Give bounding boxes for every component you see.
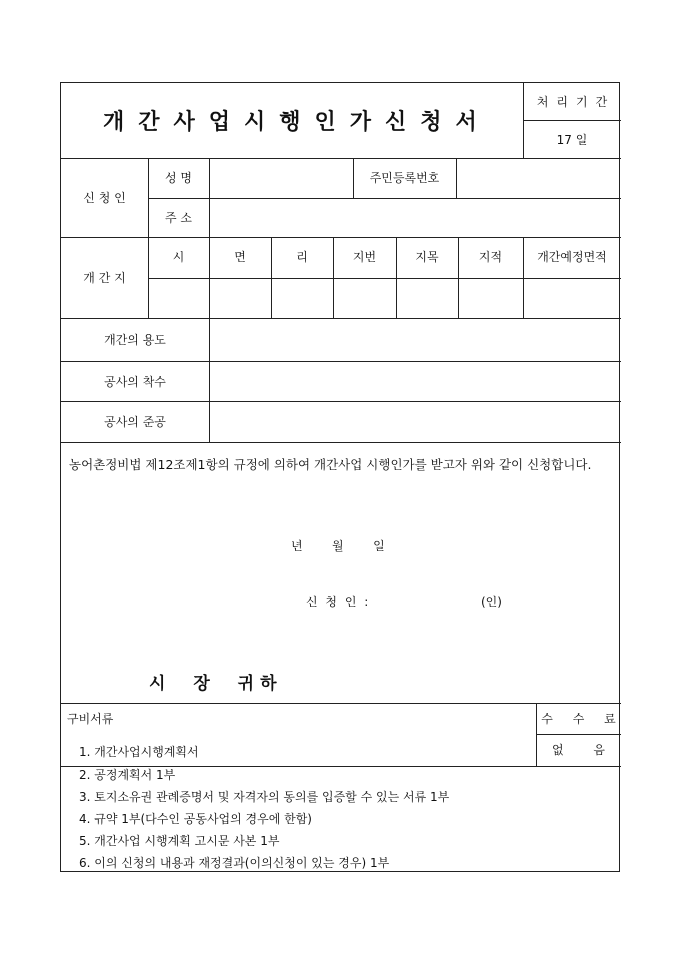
land-label: 개 간 지 <box>83 271 126 285</box>
land-col-si: 시 <box>172 250 185 264</box>
addressee: 시 장 귀하 <box>149 674 283 694</box>
processing-period-value: 17 일 <box>556 133 588 147</box>
application-form <box>60 82 624 872</box>
document-item-2: 2. 공정계획서 1부 <box>79 768 176 782</box>
date-line: 년 월 일 <box>291 539 385 553</box>
address-field[interactable] <box>209 200 621 236</box>
rrn-label: 주민등록번호 <box>369 171 440 185</box>
seal-mark: (인) <box>481 595 502 609</box>
address-label: 주 소 <box>165 211 192 225</box>
document-item-4: 4. 규약 1부(다수인 공동사업의 경우에 한함) <box>79 812 312 826</box>
document-item-5: 5. 개간사업 시행계획 고시문 사본 1부 <box>79 834 280 848</box>
applicant-signature-label: 신 청 인 : <box>306 595 371 609</box>
document-item-1: 1. 개간사업시행계획서 <box>79 745 199 759</box>
construction-start-label: 공사의 착수 <box>104 375 166 389</box>
land-col-ri: 리 <box>296 250 308 264</box>
land-col-planned-area: 개간예정면적 <box>537 250 607 264</box>
land-col-myeon: 면 <box>234 250 246 264</box>
construction-completion-field[interactable] <box>210 402 621 441</box>
fee-value: 없 음 <box>552 743 605 757</box>
land-col-land-category: 지목 <box>415 250 439 264</box>
document-item-3: 3. 토지소유권 관례증명서 및 자격자의 동의를 입증할 수 있는 서류 1부 <box>79 790 450 804</box>
name-field[interactable] <box>209 160 353 196</box>
fee-label: 수 수 료 <box>541 712 624 726</box>
application-statement: 농어촌정비법 제12조제1항의 규정에 의하여 개간사업 시행인가를 받고자 위와 같이 신청합니다. <box>69 457 592 472</box>
name-label: 성 명 <box>165 171 192 185</box>
rrn-field[interactable] <box>456 160 621 196</box>
processing-period-label: 처리기간 <box>536 95 616 109</box>
construction-start-field[interactable] <box>210 362 621 400</box>
land-col-area: 지적 <box>478 250 503 264</box>
usage-label: 개간의 용도 <box>104 333 166 347</box>
documents-header: 구비서류 <box>67 712 114 726</box>
applicant-label: 신 청 인 <box>83 191 126 205</box>
form-title: 개간사업시행인가신청서 <box>103 109 491 135</box>
document-item-6: 6. 이의 신청의 내용과 재정결과(이의신청이 있는 경우) 1부 <box>79 856 390 870</box>
construction-completion-label: 공사의 준공 <box>104 415 166 429</box>
usage-field[interactable] <box>210 319 621 360</box>
land-col-lot-number: 지번 <box>352 250 377 264</box>
